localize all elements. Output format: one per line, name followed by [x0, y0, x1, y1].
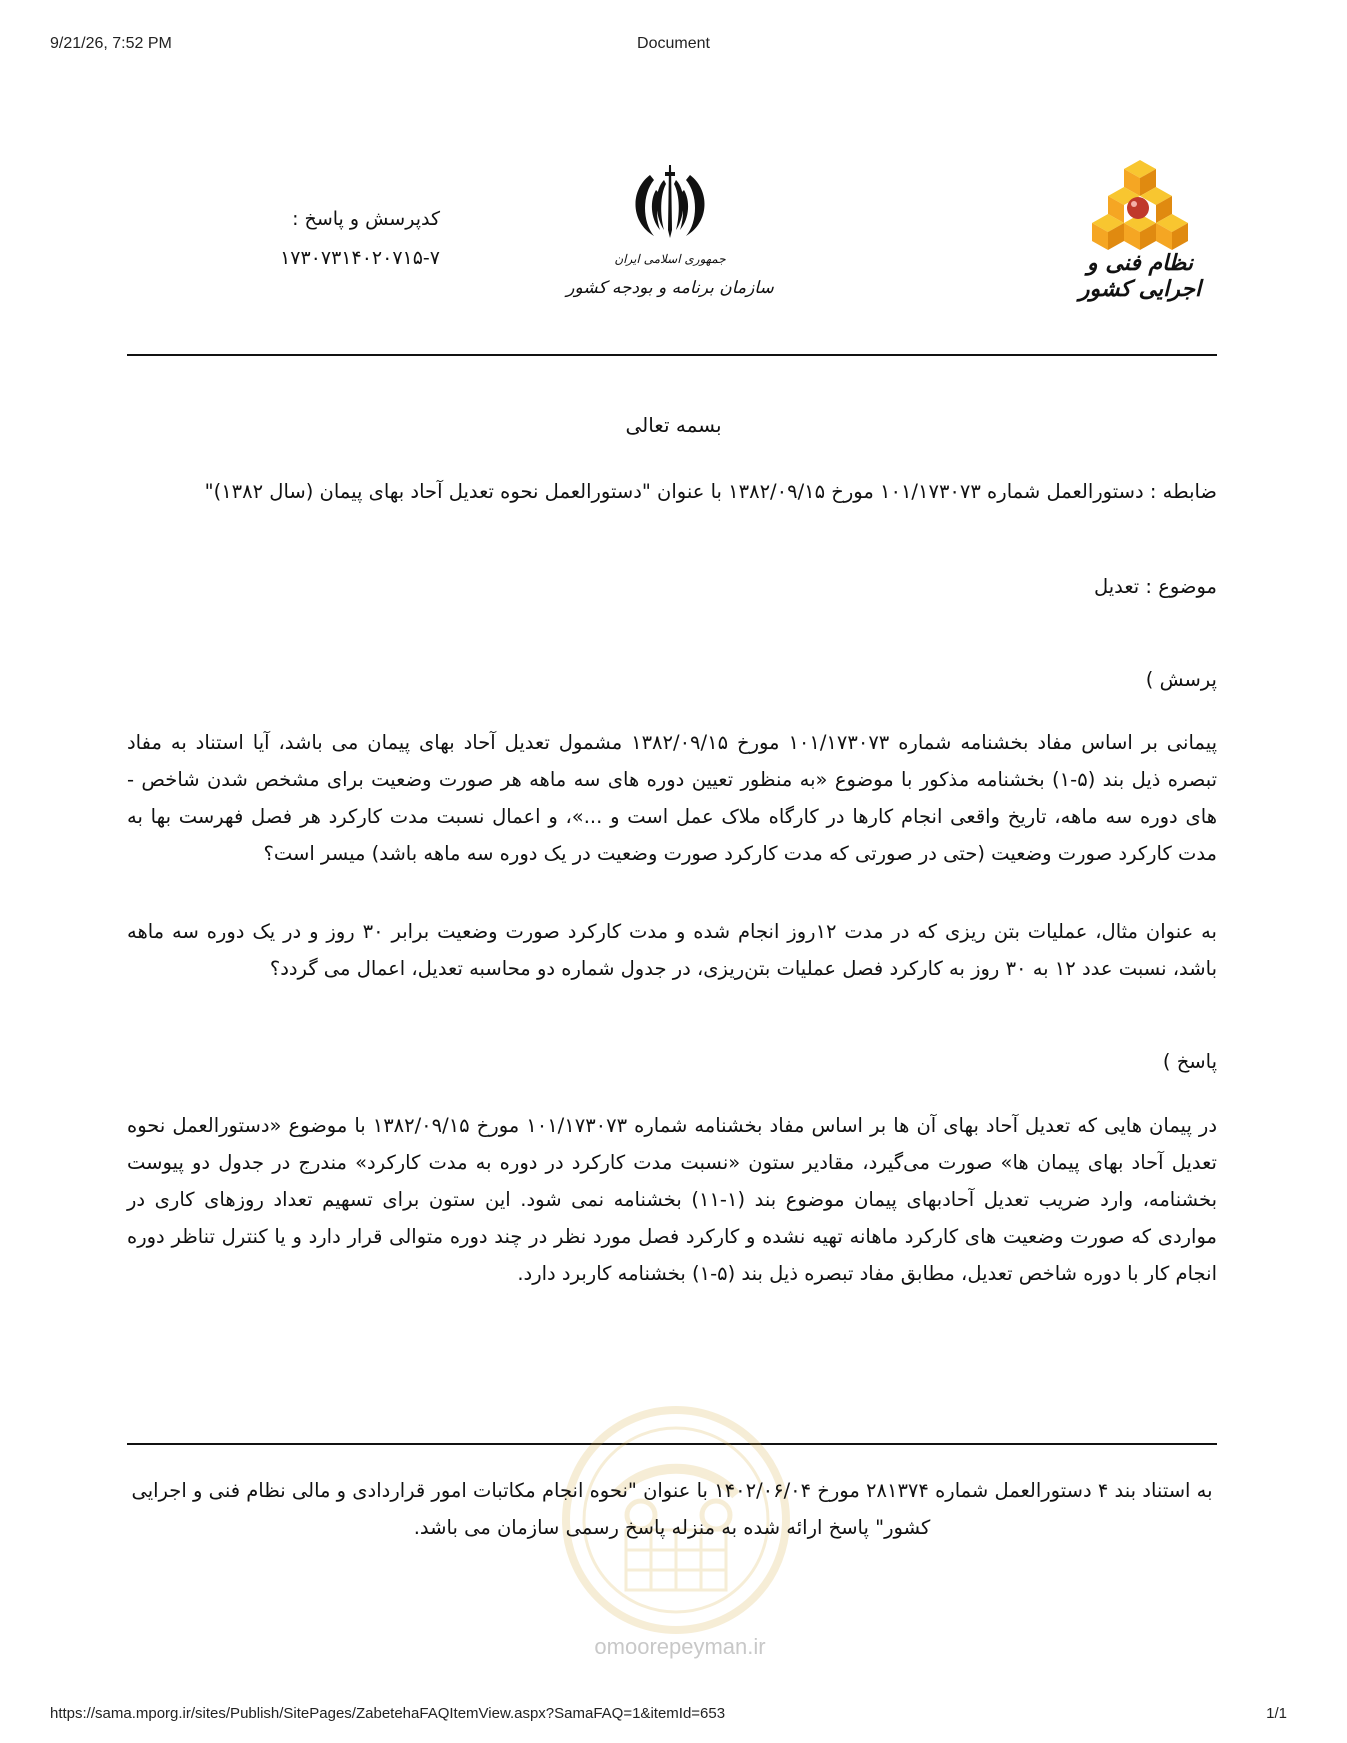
answer-heading: پاسخ )	[1162, 1050, 1217, 1073]
subject-line: موضوع : تعدیل	[1093, 575, 1217, 598]
print-datetime: 9/21/26, 7:52 PM	[50, 35, 172, 52]
question-paragraph-2: به عنوان مثال، عملیات بتن ریزی که در مدت ۱۲روز انجام شده و مدت کارکرد صورت وضعیت برابر ۳۰ روز و در یک دوره سه ماهه باشد، نسبت عدد ۱۲ به ۳۰ روز به کارکرد فصل عملیات بتن‌ریزی، در جدول شماره دو محاسبه تعدیل، اعمال می گردد؟	[127, 920, 1217, 980]
faq-code-value: ۱۷۳۰۷۳۱۴۰۲۰۷۱۵-۷	[280, 247, 440, 269]
question-paragraph-1: پیمانی بر اساس مفاد بخشنامه شماره ۱۰۱/۱۷۳۰۷۳ مورخ ۱۳۸۲/۰۹/۱۵ مشمول تعدیل آحاد بهای پیمان می باشد، آیا استناد به مفاد تبصره ذیل بند (۵-۱) بخشنامه مذکور با موضوع «به منظور تعیین دوره های سه ماهه هر صورت وضعیت برای مشخص شدن شاخص - های دوره سه ماهه، تاریخ واقعی انجام کارها در کارگاه ملاک عمل است و ...»، و اعمال نسبت مدت کارکرد هر فصل فهرست بها به مدت کارکرد صورت وضعیت (حتی در صورتی که مدت کارکرد صورت وضعیت در یک دوره سه ماهه باشد) میسر است؟	[127, 731, 1218, 865]
faq-code-label: کدپرسش و پاسخ :	[292, 208, 440, 230]
header-divider	[127, 354, 1217, 356]
answer-paragraph: در پیمان هایی که تعدیل آحاد بهای آن ها بر اساس مفاد بخشنامه شماره ۱۰۱/۱۷۳۰۷۳ مورخ ۱۳۸۲/۰۹/۱۵ با موضوع «دستورالعمل نحوه تعدیل آحاد بهای پیمان ها» صورت می‌گیرد، مقادیر ستون «نسبت مدت کارکرد در دوره به مدت کارکرد» مندرج در جدول دو پیوست بخشنامه، وارد ضریب تعدیل آحادبهای پیمان موضوع بند (۱-۱۱) بخشنامه نمی شود. این ستون برای تسهیم تعداد روزهای کاری در مواردی که صورت وضعیت های کارکرد ماهانه تهیه نشده و کارکرد فصل مورد نظر در چند دوره متوالی قرار دارد و یا کنترل تناظر دوره انجام کار با دوره شاخص تعدیل، مطابق مفاد تبصره ذیل بند (۵-۱) بخشنامه کاربرد دارد.	[127, 1114, 1218, 1285]
emblem-caption-organization: سازمان برنامه و بودجه کشور	[566, 278, 774, 298]
watermark-url: omoorepeyman.ir	[594, 1634, 766, 1659]
print-document-title: Document	[637, 35, 710, 52]
official-response-note: به استناد بند ۴ دستورالعمل شماره ۲۸۱۳۷۴ مورخ ۱۴۰۲/۰۶/۰۴ با عنوان "نحوه انجام مکاتبات امور قراردادی و مالی نظام فنی و اجرایی کشور" پاسخ ارائه شده به منزله پاسخ رسمی سازمان می باشد.	[131, 1479, 1213, 1539]
regulation-line: ضابطه : دستورالعمل شماره ۱۰۱/۱۷۳۰۷۳ مورخ ۱۳۸۲/۰۹/۱۵ با عنوان "دستورالعمل نحوه تعدیل آحاد بهای پیمان (سال ۱۳۸۲)"	[204, 480, 1217, 503]
question-heading: پرسش )	[1145, 668, 1217, 691]
technical-system-logo-text: نظام فنی و اجرایی کشور	[1078, 250, 1202, 302]
print-page-url: https://sama.mporg.ir/sites/Publish/SitePages/ZabetehaFAQItemView.aspx?SamaFAQ=1&itemId=653	[50, 1705, 726, 1722]
emblem-caption-republic: جمهوری اسلامی ایران	[614, 252, 726, 266]
iran-emblem-icon	[620, 160, 720, 260]
basmala: بسمه تعالی	[625, 413, 722, 437]
print-page-number: 1/1	[1266, 1705, 1287, 1722]
